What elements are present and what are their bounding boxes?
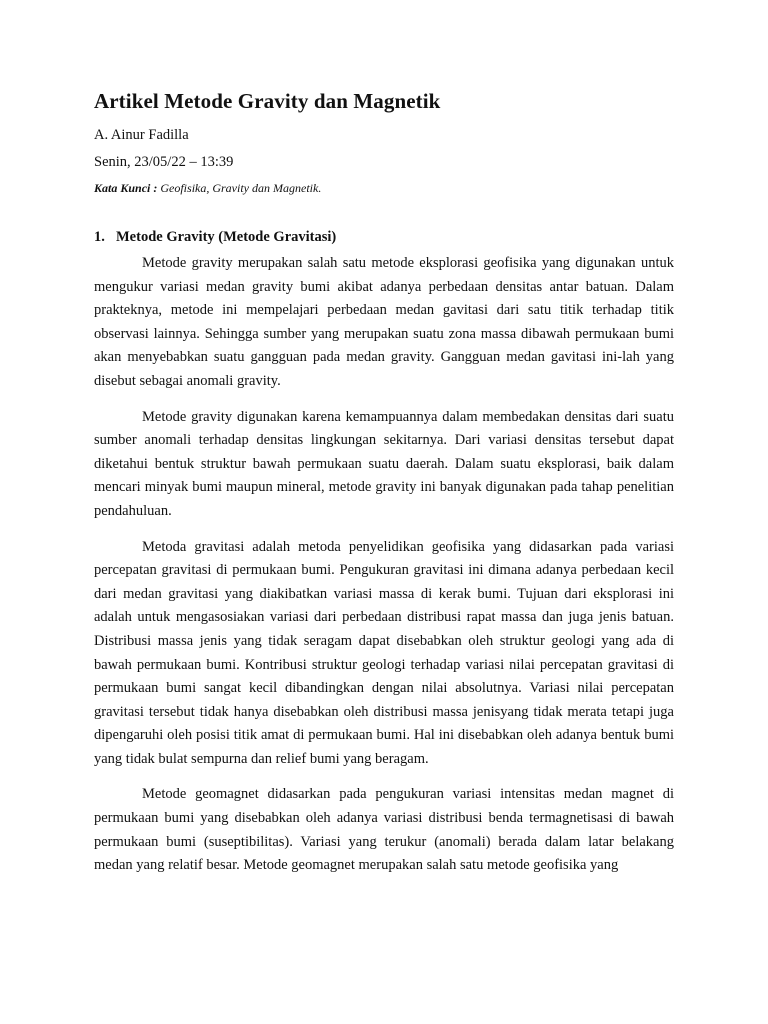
keywords-label: Kata Kunci : (94, 181, 158, 195)
author-name: A. Ainur Fadilla (94, 127, 189, 143)
body-paragraph: Metode gravity digunakan karena kemampuannya dalam membedakan densitas dari suatu sumber anomali terhadap densitas lingkungan sekitarnya. Dari variasi densitas tersebut dapat diketahui bentuk struktur bawah permukaan suatu daerah. Dalam suatu eksplorasi, baik dalam mencari minyak bumi maupun mineral, metode gravity ini banyak digunakan pada tahap penelitian pendahuluan. (94, 408, 674, 519)
page-title: Artikel Metode Gravity dan Magnetik (94, 89, 441, 113)
keywords-value: Geofisika, Gravity dan Magnetik. (157, 181, 322, 195)
keywords-line (94, 179, 674, 197)
section-heading (94, 227, 674, 247)
body-paragraph: Metode geomagnet didasarkan pada pengukuran variasi intensitas medan magnet di permukaan bumi yang disebabkan oleh adanya variasi distribusi benda termagnetisasi di bawah permukaan bumi (suseptibilitas). Variasi yang terukur (anomali) berada dalam latar belakang medan yang relatif besar. Metode geomagnet merupakan salah satu metode geofisika yang (94, 786, 674, 874)
section-number: 1. (94, 229, 105, 245)
section-title: Metode Gravity (Metode Gravitasi) (116, 229, 337, 245)
body-paragraph: Metoda gravitasi adalah metoda penyelidikan geofisika yang didasarkan pada variasi percepatan gravitasi di permukaan bumi. Pengukuran gravitasi ini dimana adanya perbedaan kecil dari medan gravitasi yang diakibatkan variasi massa di kerak bumi. Tujuan dari eksplorasi ini adalah untuk mengasosiakan variasi dari perbedaan distribusi rapat massa dan juga jenis batuan. Distribusi massa jenis yang tidak seragam dapat disebabkan oleh struktur geologi yang ada di bawah permukaan bumi. Kontribusi struktur geologi terhadap variasi nilai percepatan gravitasi di permukaan bumi sangat kecil dibandingkan dengan nilai absolutnya. Variasi nilai percepatan gravitasi tersebut tidak hanya disebabkan oleh distribusi massa jenisyang tidak merata tetapi juga dipengaruhi oleh posisi titik amat di permukaan bumi. Hal ini disebabkan oleh adanya bentuk bumi yang tidak bulat sempurna dan relief bumi yang beragam. (94, 538, 674, 767)
publish-date: Senin, 23/05/22 – 13:39 (94, 154, 234, 170)
body-paragraph: Metode gravity merupakan salah satu metode eksplorasi geofisika yang digunakan untuk mengukur variasi medan gravity bumi akibat adanya perbedaan densitas antar batuan. Dalam prakteknya, metode ini mempelajari perbedaan medan gavitasi dari satu titik terhadap titik observasi lainnya. Sehingga sumber yang merupakan suatu zona massa dibawah permukaan bumi akan menyebabkan suatu gangguan pada medan gravity. Gangguan medan gavitasi ini-lah yang disebut sebagai anomali gravity. (94, 255, 674, 389)
